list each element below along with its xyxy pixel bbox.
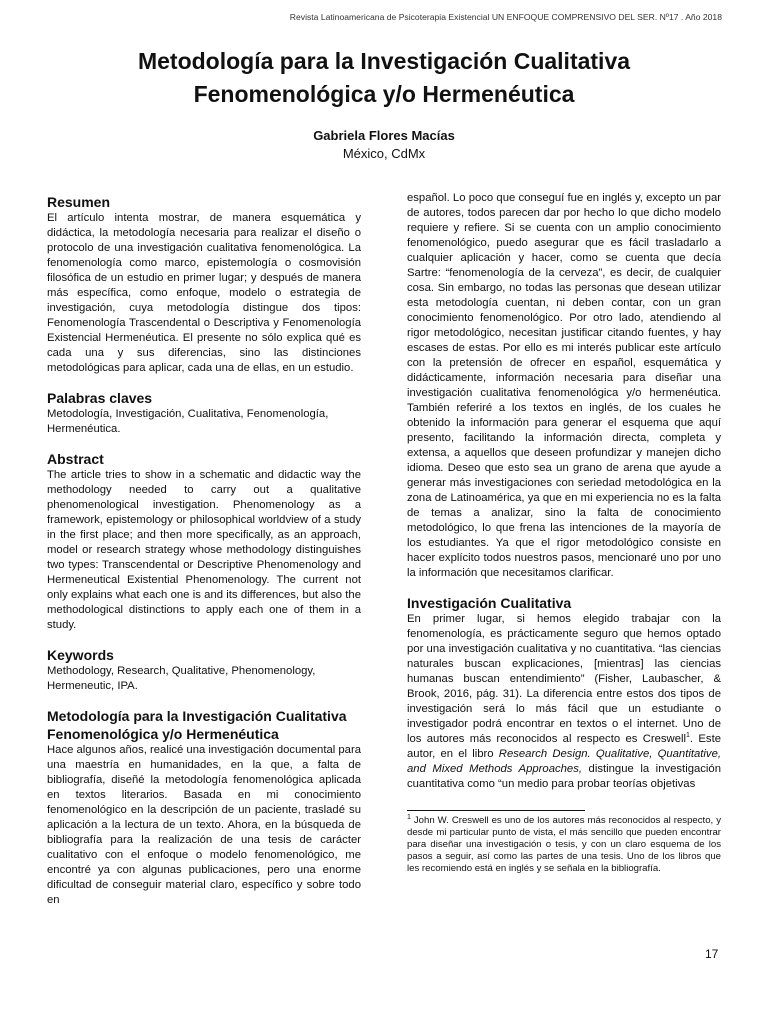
article-title — [0, 45, 768, 111]
footnote-reference[interactable]: 1 — [686, 732, 690, 740]
footnote-text: John W. Creswell es uno de los autores más reconocidos al respecto, y desde mi particular punto de vista, el más sencillo que pueden encontrar para diseñar una investigación o tesis, y con un claro esquema de los pasos a seguir, así como las partes de una tesis. Uno de los libros que les recomiendo está en inglés y se señala en la bibliografía. — [407, 815, 721, 874]
title-line-1: Metodología para la Investigación Cualitativa — [137, 48, 631, 74]
abstract-heading: Abstract — [47, 451, 104, 467]
section1-text: Hace algunos años, realicé una investigación documental para una maestría en humanidades, en la que, a falta de bibliografía, diseñé la metodología fenomenológica aplicada en textos literarios. Basada en mi conocimiento fenomenológico en la descripción de un paciente, trasladé su aplicación a la lectura de un texto. Ahora, en la búsqueda de bibliografía para la realización de una tesis de carácter cualitativo con el enfoque o modelo fenomenológico, me encontré ya con algunas publicaciones, pero una enorme dificultad de conseguir material claro, específico y sobre todo en — [47, 744, 362, 906]
footnote — [407, 815, 721, 875]
footnote-marker: 1 — [407, 813, 411, 821]
continuation-text: español. Lo poco que conseguí fue en inglés y, excepto un par de autores, todos parecen dar por hecho lo que dicho modelo requiere y refiere. Si se cuenta con un amplio conocimiento fenomenológico, puedo asegurar que es fácil trasladarlo a cualquier aplicación y hacer, como se cuenta que decía Sartre: “fenomenología de la cerveza”, es decir, de cualquier cosa. Sin embargo, no todas las personas que desean utilizar esta metodología cuentan, ni deben contar, con un gran conocimiento fenomenológico. Por otro lado, atendiendo al rigor metodológico, necesitan justificar citando fuentes, y hay escases de estas. Por ello es mi interés publicar este artículo con la pretensión de ofrecer en español, esquemática y didácticamente, información necesaria para diseñar una investigación cualitativa fenomenológica y/o hermenéutica. También referiré a los textos en inglés, de los cuales he obtenido la información para generar el esquema que aquí presento, facilitando la información directa, completa y extensa, a aquellos que deseen profundizar y manejen dicho idioma. Deseo que esto sea un grano de arena que ayude a generar más investigaciones con seriedad metodológica en la zona de Latinoamérica, ya que en mi experiencia no es la falta de temas a analizar, sino la falta de conocimiento metodológico, lo que frena las intenciones de la mayoría de los estudiantes. Ya que el rigor metodológico consiste en hacer explícito todos nuestros pasos, mencionaré uno por uno la información que necesitamos clarificar. — [407, 192, 721, 579]
investigacion-cualitativa-heading: Investigación Cualitativa — [407, 595, 572, 611]
investigacion-cualitativa-text — [407, 612, 721, 792]
author-place: México, CdMx — [342, 146, 426, 161]
keywords-heading: Keywords — [47, 647, 114, 663]
book-title: Research Design. Qualitative, Quantitative, and Mixed Methods Approaches, — [407, 748, 721, 775]
author-name: Gabriela Flores Macías — [313, 128, 455, 143]
section-text-part-a: En primer lugar, si hemos elegido trabajar con la fenomenología, es prácticamente seguro que hemos optado por una investigación cualitativa y no cuantitativa. “las ciencias naturales buscan explicaciones, [mientras] las ciencias humanas buscan entendimiento” (Fisher, Laubascher, & Brook, 2016, pág. 31). La diferencia entre estos dos tipos de investigación será lo más fácil que un estudiante o investigador podrá encontrar en textos o el internet. Uno de los autores más reconocidos al respecto es Creswell — [407, 613, 721, 745]
section1-heading: Metodología para la Investigación Cualitativa Fenomenológica y/o Hermenéutica — [47, 708, 347, 742]
keywords-text: Methodology, Research, Qualitative, Phenomenology, Hermeneutic, IPA. — [47, 665, 316, 692]
section-text-part-c: distingue la investigación cuantitativa como “un medio para probar teorías objetivas — [407, 763, 721, 790]
abstract-text: The article tries to show in a schematic and didactic way the methodology needed to carry out a qualitative phenomenological investigation. Phenomenology as a framework, epistemology or philosophical worldview of a study in the first place; and then more specifically, as an approach, model or research strategy whose methodology distinguishes two types: Transcendental or Descriptive Phenomenology and Hermeneutical Existential Phenomenology. The current not only explains what each one is and its differences, but also the methodological distinctions to apply each one of them in a study. — [47, 469, 361, 631]
page-number: 17 — [705, 947, 719, 961]
title-line-2: Fenomenológica y/o Hermenéutica — [193, 81, 575, 107]
resumen-heading: Resumen — [47, 194, 111, 210]
left-column — [47, 193, 361, 908]
resumen-text: El artículo intenta mostrar, de manera esquemática y didáctica, la metodología necesaria para realizar el diseño o protocolo de una investigación cualitativa fenomenológica. La fenomenología como marco, epistemología o cosmovisión filosófica de un estudio en primer lugar; y después de manera más específica, como enfoque, modelo o estrategia de investigación, cuya metodología distingue dos tipos: Fenomenología Trascendental o Descriptiva y Fenomenología Existencial Hermenéutica. El presente no sólo explica qué es cada una y sus diferencias, sino las distinciones metodológicas para aplicar, cada una de ellas, en un estudio. — [47, 212, 361, 374]
footnote-divider — [407, 810, 585, 811]
section-text-part-b: . Este autor, en el libro — [407, 733, 721, 760]
palabras-claves-text: Metodología, Investigación, Cualitativa, Fenomenología, Hermenéutica. — [47, 408, 329, 435]
palabras-claves-heading: Palabras claves — [47, 390, 153, 406]
running-header: Revista Latinoamericana de Psicoterapia Existencial UN ENFOQUE COMPRENSIVO DEL SER. Nº17 . Año 2018 — [289, 12, 722, 22]
right-column — [407, 191, 721, 875]
